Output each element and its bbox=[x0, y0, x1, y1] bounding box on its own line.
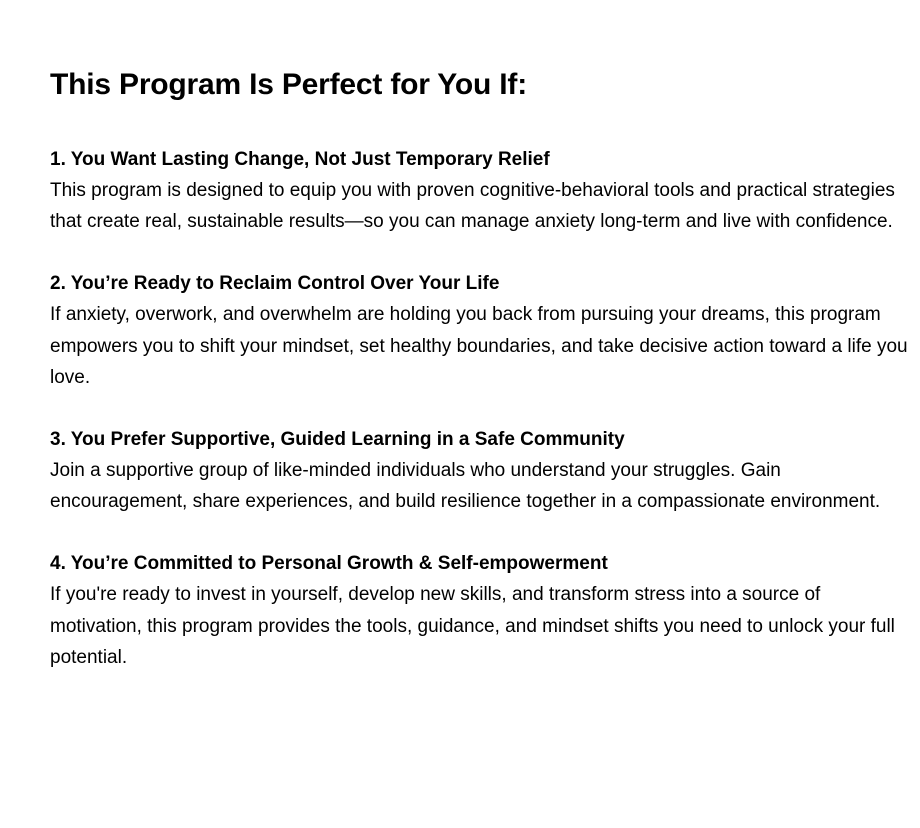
criteria-list bbox=[50, 144, 908, 673]
criteria-description: If anxiety, overwork, and overwhelm are holding you back from pursuing your dreams, this program empowers you to shift your mindset, set healthy boundaries, and take decisive action toward a life you love. bbox=[50, 304, 908, 388]
criteria-heading: 3. You Prefer Supportive, Guided Learning in a Safe Community bbox=[50, 429, 625, 451]
criteria-item-1 bbox=[50, 144, 908, 237]
criteria-description: If you're ready to invest in yourself, develop new skills, and transform stress into a source of motivation, this program provides the tools, guidance, and mindset shifts you need to unlock your full potential. bbox=[50, 584, 895, 668]
criteria-item-3 bbox=[50, 424, 908, 517]
criteria-description: Join a supportive group of like-minded individuals who understand your struggles. Gain encouragement, share experiences, and build resilience together in a compassionate environment. bbox=[50, 460, 881, 513]
criteria-heading: 1. You Want Lasting Change, Not Just Temporary Relief bbox=[50, 149, 550, 170]
criteria-heading: 2. You’re Ready to Reclaim Control Over Your Life bbox=[50, 273, 500, 295]
criteria-heading: 4. You’re Committed to Personal Growth & Self-empowerment bbox=[50, 553, 608, 575]
criteria-description: This program is designed to equip you with proven cognitive-behavioral tools and practical strategies that create real, sustainable results—so you can manage anxiety long-term and live with confidence. bbox=[50, 180, 895, 233]
page-title: This Program Is Perfect for You If: bbox=[50, 68, 527, 101]
criteria-item-4 bbox=[50, 548, 908, 673]
criteria-item-2 bbox=[50, 268, 908, 393]
